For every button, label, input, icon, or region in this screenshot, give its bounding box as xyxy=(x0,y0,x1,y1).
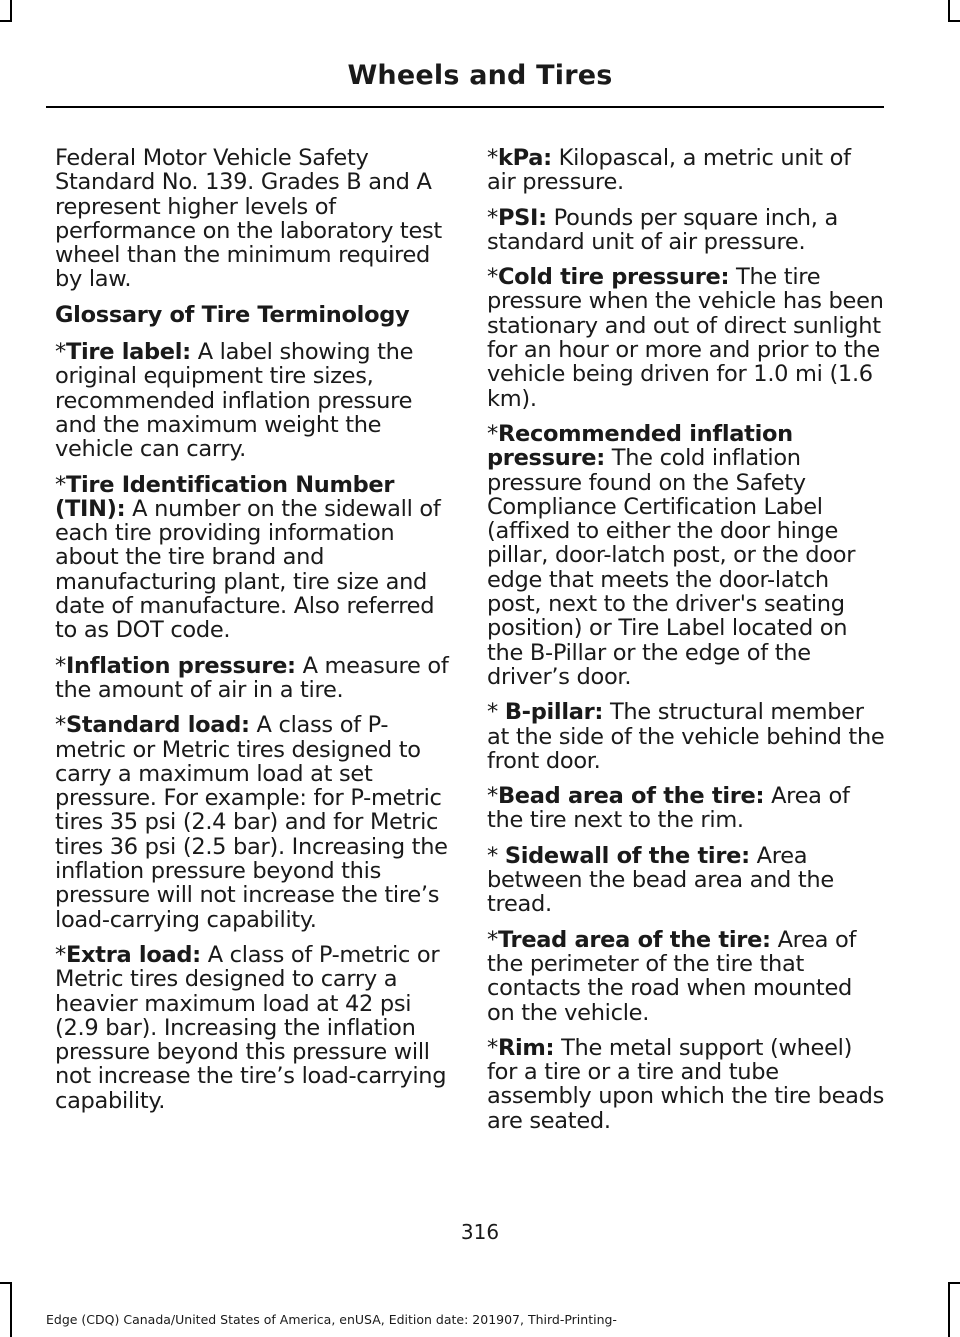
glossary-term: Sidewall of the tire: xyxy=(504,842,750,869)
entry-bullet: * xyxy=(55,712,66,739)
glossary-definition: The structural member at the side of the vehicle behind the front door. xyxy=(487,699,885,774)
glossary-term: Tread area of the tire: xyxy=(497,926,771,953)
entry-bullet: * xyxy=(487,699,505,726)
glossary-entry xyxy=(55,654,453,703)
glossary-term: B-pillar: xyxy=(504,699,604,726)
glossary-entry xyxy=(487,422,885,689)
glossary-term: kPa: xyxy=(497,145,552,171)
entry-bullet: * xyxy=(487,926,498,953)
crop-mark xyxy=(948,0,950,20)
entry-bullet: * xyxy=(487,420,498,447)
crop-mark xyxy=(10,1282,12,1337)
glossary-definition: The cold inflation pressure found on the Safety Compliance Certification Label (affixed to either the door hinge pillar, door-latch post, or the door edge that meets the door-latch post, next to the driver's seating position) or Tire Label located on the B-Pillar or the edge of the driver’s door. xyxy=(487,445,856,690)
glossary-entry xyxy=(487,265,885,411)
crop-mark xyxy=(948,20,960,22)
right-column xyxy=(487,146,885,1144)
glossary-definition: A class of P-metric or Metric tires designed to carry a maximum load at set pressure. For example: for P-metric tires 35 psi (2.4 bar) and for Metric tires 36 psi (2.5 bar). Increasing the inflation pressure beyond this pressure will not increase the tire’s load-carrying capability. xyxy=(55,712,448,933)
edition-footer: Edge (CDQ) Canada/United States of America, enUSA, Edition date: 201907, Third-Printing- xyxy=(46,1312,617,1327)
glossary-term: Tire label: xyxy=(65,339,191,366)
glossary-definition: A label showing the original equipment tire sizes, recommended inflation pressure and the maximum weight the vehicle can carry. xyxy=(55,339,414,463)
glossary-term: Bead area of the tire: xyxy=(497,783,765,810)
glossary-entry xyxy=(487,700,885,773)
glossary-term: PSI: xyxy=(497,204,547,231)
glossary-term: Cold tire pressure: xyxy=(497,264,730,291)
entry-bullet: * xyxy=(487,264,498,291)
glossary-term: Standard load: xyxy=(65,712,250,739)
entry-bullet: * xyxy=(487,842,505,869)
glossary-entry xyxy=(55,713,453,932)
glossary-entry xyxy=(487,844,885,917)
page-number: 316 xyxy=(460,1220,500,1244)
glossary-entry xyxy=(487,928,885,1025)
glossary-heading: Glossary of Tire Terminology xyxy=(55,301,410,328)
crop-mark xyxy=(10,0,12,20)
crop-mark xyxy=(0,1282,12,1284)
entry-bullet: * xyxy=(55,471,66,498)
entry-bullet: * xyxy=(487,204,498,231)
glossary-definition: Area of the perimeter of the tire that contacts the road when mounted on the vehicle. xyxy=(487,926,857,1026)
glossary-definition: Area of the tire next to the rim. xyxy=(487,783,850,834)
glossary-definition: The tire pressure when the vehicle has been stationary and out of direct sunlight for an hour or more and prior to the vehicle being driven for 1.0 mi (1.6 km). xyxy=(487,264,884,412)
intro-paragraph: Federal Motor Vehicle Safety Standard No. 139. Grades B and A represent higher levels of performance on the laboratory test wheel than the minimum required by law. xyxy=(55,145,442,293)
glossary-term: Inflation pressure: xyxy=(65,652,296,679)
glossary-definition: Pounds per square inch, a standard unit of air pressure. xyxy=(487,204,838,255)
crop-mark xyxy=(948,1282,950,1337)
crop-mark xyxy=(948,1282,960,1284)
entry-bullet: * xyxy=(487,783,498,810)
glossary-definition: Area between the bead area and the tread. xyxy=(487,842,834,918)
entry-bullet: * xyxy=(55,652,66,679)
glossary-entry xyxy=(487,1036,885,1133)
entry-bullet: * xyxy=(487,145,498,171)
glossary-entry xyxy=(55,943,453,1113)
glossary-term: Tire Identification Number (TIN): xyxy=(55,471,395,522)
glossary-entry xyxy=(55,340,453,461)
glossary-term: Rim: xyxy=(497,1034,555,1061)
glossary-definition: A number on the sidewall of each tire providing information about the tire brand and manufacturing plant, tire size and date of manufacture. Also referred to as DOT code. xyxy=(55,495,441,644)
glossary-definition: A class of P-metric or Metric tires designed to carry a heavier maximum load at 42 psi (2.9 bar). Increasing the inflation pressure beyond this pressure will not increase the tire’s load-carrying capability. xyxy=(55,941,447,1114)
glossary-term: Extra load: xyxy=(65,941,201,968)
entry-bullet: * xyxy=(55,941,66,968)
glossary-entry xyxy=(487,206,885,255)
entry-bullet: * xyxy=(487,1034,498,1061)
glossary-entry xyxy=(487,146,885,195)
entry-bullet: * xyxy=(55,339,66,366)
glossary-definition: The metal support (wheel) for a tire or a tire and tube assembly upon which the tire beads are seated. xyxy=(487,1034,885,1134)
glossary-entry xyxy=(55,473,453,643)
crop-mark xyxy=(0,20,12,22)
right-glossary-list xyxy=(487,146,885,1133)
glossary-term: Recommended inflation pressure: xyxy=(487,420,793,472)
glossary-definition: A measure of the amount of air in a tire. xyxy=(55,652,449,703)
header-divider xyxy=(46,106,884,108)
left-column xyxy=(55,146,453,1124)
left-glossary-list xyxy=(55,340,453,1113)
glossary-entry xyxy=(487,784,885,833)
glossary-definition: Kilopascal, a metric unit of air pressure. xyxy=(487,145,851,196)
page-title: Wheels and Tires xyxy=(347,60,613,91)
